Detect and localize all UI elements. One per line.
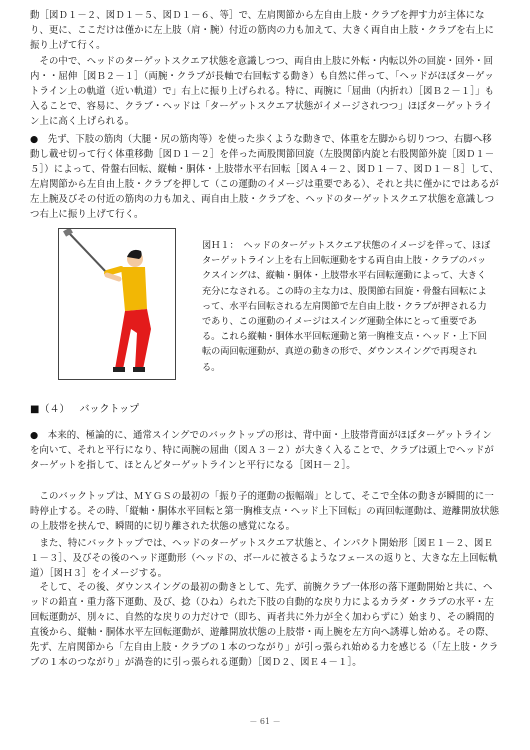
body-paragraph: ● 本来的、極論的に、通常スイングでのバックトップの形は、背中面・上肢帯背面がほぼターゲットラインを向いて、それと平行になり、特に両腕の屈曲（図Ａ３－２）が大きく入ることで、クラブは頭上でヘッドがターゲットを指して、ほとんどターゲットラインと平行になる［図Ｈ－２］。 bbox=[30, 430, 494, 471]
figure-caption: 図Ｈ１： ヘッドのターゲットスクエア状態のイメージを伴って、ほぼターゲットライン上を右上回転運動をする両自由上肢・クラブのバックスイングは、縦軸・胴体・上肢帯水平右回転運動によって、大きく充分になされる。この時の主な力は、股関節右回旋・骨盤右回転によって、水平右回転される左肩関節で左自由上肢・クラブが押される力であり、この運動のイメージはスイング運動全体にとって重要である。これら縦軸・胴体水平回転運動と第一胸椎支点・ヘッド・上下回転の両回転運動が、真逆の動きの形で、ダウンスイングで再現される。 bbox=[202, 240, 491, 373]
section-marker: ■（４） bbox=[30, 404, 70, 415]
body-paragraph: その中で、ヘッドのターゲットスクエア状態を意識しつつ、両自由上肢に外転・内転以外の回旋・回外・回内・・屈伸［図Ｂ２－１］（両腕・クラブが長軸で右回転する動き）も自然に伴って、「ヘッドがほぼターゲットライン上の軌道（近い軌道）で」右上に振り上げられる。特に、両腕に「屈曲（内折れ）［図Ｂ２－１］」も入ることで、容易に、クラブ・ヘッドは「ターゲットスクエア状態がイメージされつつ」ほぼターゲットライン上に高く上げられる。 bbox=[30, 56, 495, 127]
body-paragraph: ● 先ず、下肢の筋肉（大腿・尻の筋肉等）を使った歩くような動きで、体重を左脚から切りつつ、右脚へ移動し載せ切って行く体重移動［図Ｄ１－２］を伴った両股関節回旋（左股関節内旋と右股関節外旋［図Ｄ１－５］）によって、骨盤右回転、縦軸・胴体・上肢帯水平右回転［図Ａ４－２、図Ｄ１－７、図Ｄ１－８］して、左肩関節から左自由上肢・クラブを押して（この運動のイメージは重要である）、それと共に僅かにではあるが左上腕及びその付近の筋肉の力も加え、両自由上肢・クラブを、ヘッドのターゲットスクエア状態を意識しつつ右上に振り上げて行く。 bbox=[30, 134, 499, 220]
body-paragraph: また、特にバックトップでは、ヘッドのターゲットスクエア状態と、インパクト開始形［図Ｅ１－２、図Ｅ１－３］、及びその後のヘッド運動形（ヘッドの、ボールに被さるようなフェースの返りと、大きな左上回転軌道）［図Ｈ３］をイメージする。 bbox=[30, 538, 498, 579]
section-title: バックトップ bbox=[79, 404, 140, 415]
right-shoe bbox=[133, 367, 145, 372]
right-arm bbox=[107, 275, 119, 279]
left-shoe bbox=[113, 367, 125, 372]
pants bbox=[115, 309, 151, 369]
left-arm bbox=[107, 269, 121, 273]
club-shaft bbox=[69, 233, 107, 273]
golfer-illustration bbox=[58, 228, 176, 380]
body-paragraph: このバックトップは、ＭＹＧＳの最初の「振り子的運動の振幅端」として、そこで全体の動きが瞬間的に一時停止する。その時、「縦軸・胴体水平回転と第一胸椎支点・ヘッド上下回転」の両回転運動は、遊離開放状態の上肢帯を挟んで、瞬間的に切り離された状態の感覚になる。 bbox=[30, 491, 500, 532]
shirt bbox=[121, 267, 147, 311]
page-number: － 61 － bbox=[249, 717, 281, 726]
body-paragraph: 動［図Ｄ１－２、図Ｄ１－５、図Ｄ１－６、等］で、左肩関節から左自由上肢・クラブを押す力が主体になり、更に、ここだけは僅かに左上肢（肩・腕）付近の筋肉の力も加えて、大きく両自由上肢・クラブを右上に振り上げて行く。 bbox=[30, 10, 495, 51]
golfer-backswing-drawing bbox=[59, 229, 175, 379]
section-heading bbox=[30, 400, 139, 415]
body-paragraph: そして、その後、ダウンスイングの最初の動きとして、先ず、前腕クラブ一体形の落下運動開始と共に、ヘッドの鉛直・重力落下運動、及び、捻（ひね）られた下肢の自動的な戻り力によるカラダ・クラブの水平・左回転運動が、別々に、自然的な戻りの力だけで（即ち、両者共に外力が全く加わらずに）始まり、その瞬間的直後から、縦軸・胴体水平左回転運動が、遊離開放状態の上肢帯・両上腕を左方向へ誘導し始める。その際、先ず、左肩関節から「左自由上肢・クラブの１本のつながり」が引っ張られ始める力を感じる（「左上肢・クラブの１本のつながり」が渦巻的に引っ張られる運動）［図Ｄ２、図Ｅ４－１］。 bbox=[30, 582, 499, 668]
